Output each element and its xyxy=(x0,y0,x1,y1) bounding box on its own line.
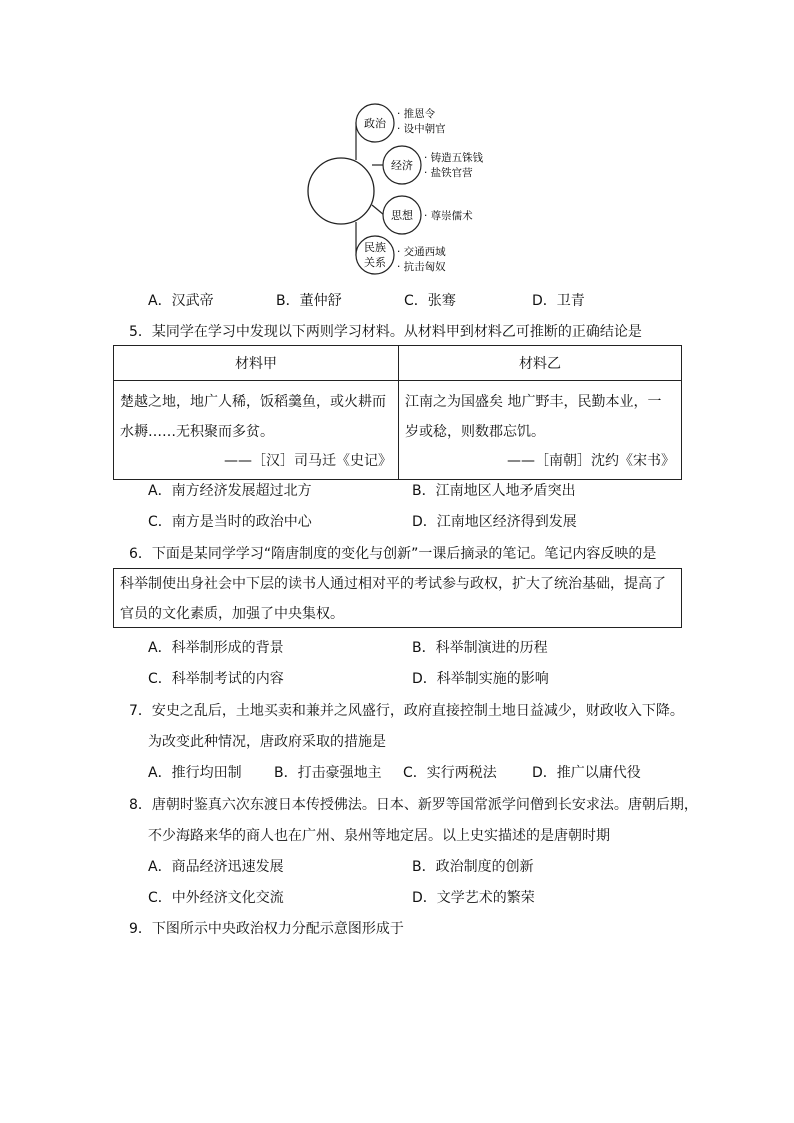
q4-option-a: A．汉武帝 xyxy=(148,293,214,309)
q9-stem: 9．下图所示中央政治权力分配示意图形成于 xyxy=(129,921,404,937)
material-b-header: 材料乙 xyxy=(399,346,682,381)
q6-option-b: B．科举制演进的历程 xyxy=(412,640,548,656)
q7-option-d: D．推广以庸代役 xyxy=(532,765,641,781)
q6-option-d: D．科举制实施的影响 xyxy=(412,671,549,687)
q5-option-b: B．江南地区人地矛盾突出 xyxy=(412,483,576,499)
q5-stem: 5．某同学在学习中发现以下两则学习材料。从材料甲到材料乙可推断的正确结论是 xyxy=(129,324,642,340)
q7-option-c: C．实行两税法 xyxy=(403,765,497,781)
q5-option-a: A．南方经济发展超过北方 xyxy=(148,483,312,499)
q8-option-d: D．文学艺术的繁荣 xyxy=(412,890,535,906)
q5-option-c: C．南方是当时的政治中心 xyxy=(148,514,312,530)
q4-option-c: C．张骞 xyxy=(404,293,456,309)
q6-note-box: 科举制使出身社会中下层的读书人通过相对平的考试参与政权，扩大了统治基础，提高了官员的文化素质，加强了中央集权。 xyxy=(113,568,682,628)
q6-option-c: C．科举制考试的内容 xyxy=(148,671,284,687)
material-a-header: 材料甲 xyxy=(114,346,399,381)
material-b-source: ——［南朝］沈约《宋书》 xyxy=(507,453,675,469)
material-b-text: 江南之为国盛矣 地广野丰，民勤本业，一岁或稔，则数郡忘饥。 xyxy=(405,394,662,440)
q8-option-a: A．商品经济迅速发展 xyxy=(148,859,284,875)
item-politics-1: · 推恩令 xyxy=(397,108,436,120)
q6-option-a: A．科举制形成的背景 xyxy=(148,640,284,656)
item-ethnic-2: · 抗击匈奴 xyxy=(397,261,446,273)
material-a-text: 楚越之地，地广人稀，饭稻羹鱼，或火耕而水耨……无积聚而多贫。 xyxy=(120,394,386,440)
node-label-politics: 政治 xyxy=(364,117,386,130)
q7-option-a: A．推行均田制 xyxy=(148,765,242,781)
item-economy-2: · 盐铁官营 xyxy=(424,167,473,179)
q7-stem-line2: 为改变此种情况，唐政府采取的措施是 xyxy=(148,734,386,750)
item-thought-1: · 尊崇儒术 xyxy=(424,210,473,222)
center-circle xyxy=(308,158,374,224)
q7-stem-line1: 7．安史之乱后，土地买卖和兼并之风盛行，政府直接控制土地日益减少，财政收入下降。 xyxy=(129,703,684,719)
q8-option-c: C．中外经济文化交流 xyxy=(148,890,284,906)
q6-stem: 6．下面是某同学学习“隋唐制度的变化与创新”一课后摘录的笔记。笔记内容反映的是 xyxy=(129,546,657,562)
item-ethnic-1: · 交通西域 xyxy=(397,246,446,258)
q7-option-b: B．打击豪强地主 xyxy=(274,765,382,781)
q4-option-d: D．卫青 xyxy=(532,293,585,309)
node-label-economy: 经济 xyxy=(391,159,413,172)
q8-option-b: B．政治制度的创新 xyxy=(412,859,534,875)
q5-material-table xyxy=(113,345,682,480)
q8-stem-line2: 不少海路来华的商人也在广州、泉州等地定居。以上史实描述的是唐朝时期 xyxy=(148,828,610,844)
q5-option-d: D．江南地区经济得到发展 xyxy=(412,514,577,530)
item-politics-2: · 设中朝官 xyxy=(397,123,446,135)
material-a-source: ——［汉］司马迁《史记》 xyxy=(224,453,392,469)
q8-stem-line1: 8．唐朝时鉴真六次东渡日本传授佛法。日本、新罗等国常派学问僧到长安求法。唐朝后期， xyxy=(129,797,698,813)
node-label-ethnic-2: 关系 xyxy=(364,256,386,269)
node-label-thought: 思想 xyxy=(391,209,413,222)
policy-diagram-svg xyxy=(300,95,510,280)
q4-option-b: B．董仲舒 xyxy=(276,293,342,309)
item-economy-1: · 铸造五铢钱 xyxy=(424,152,484,164)
node-label-ethnic-1: 民族 xyxy=(364,241,386,254)
